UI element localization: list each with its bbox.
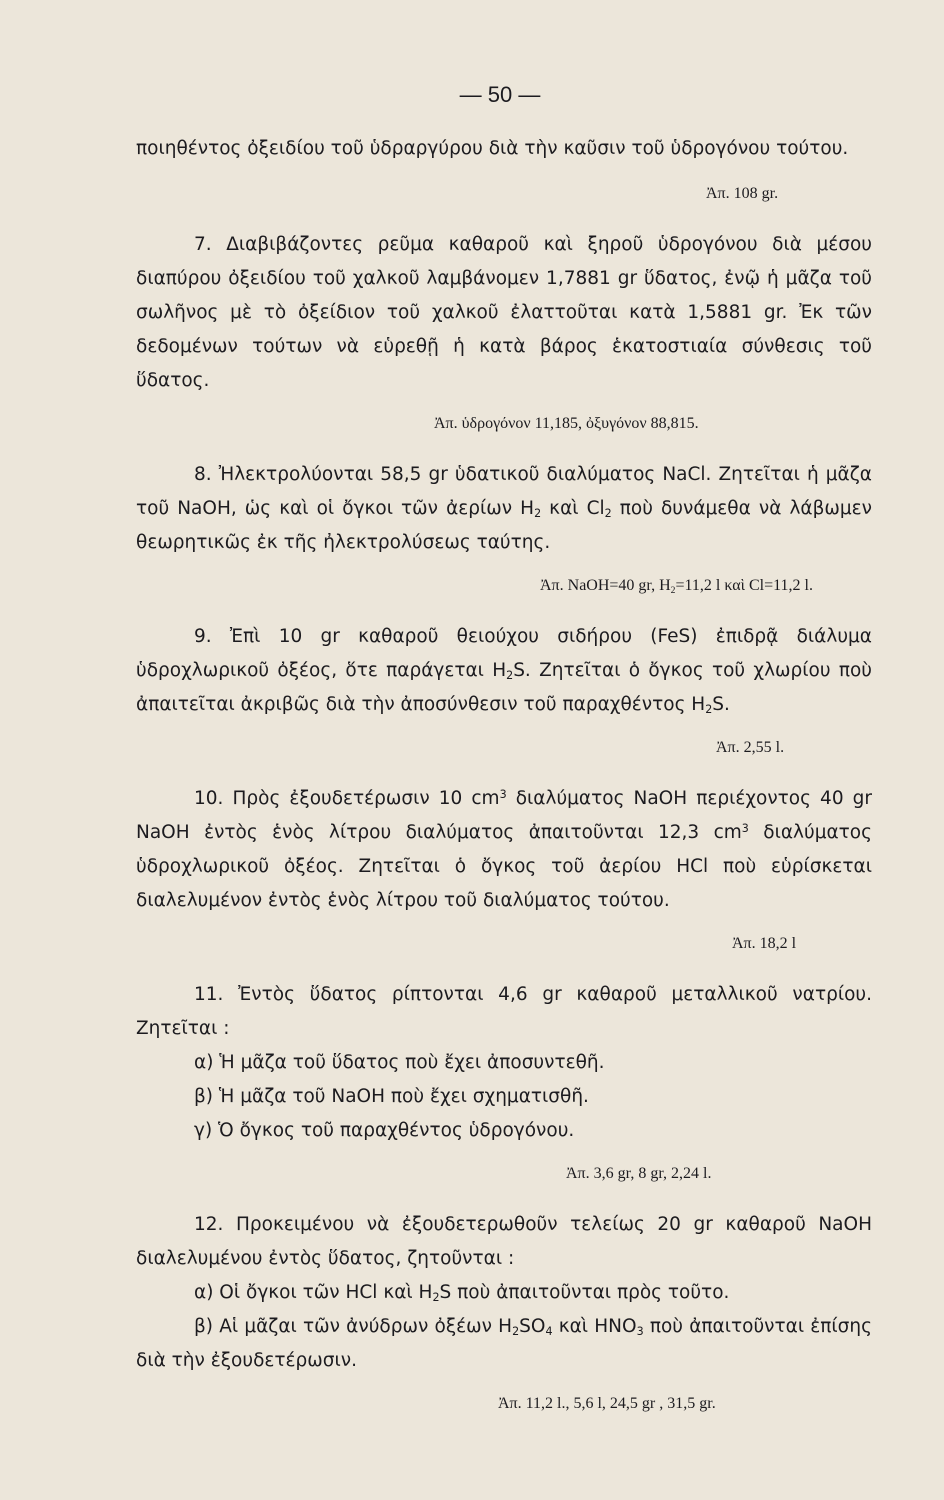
problem-11: 11. Ἐντὸς ὕδατος ρίπτονται 4,6 gr καθαροῦ μεταλλικοῦ νατρίου. Ζητεῖται : (136, 984, 872, 1039)
problem-12-item-b: β) Αἱ μᾶζαι τῶν ἀνύδρων ὀξέων $H_2SO_4$ καὶ $HNO_3$ ποὺ ἀπαιτοῦνται ἐπίσης διὰ τὴν ἐξουδετέρωσιν. (136, 1316, 872, 1371)
page-body (136, 132, 872, 1438)
problem-11-item-c: γ) Ὁ ὄγκος τοῦ παραχθέντος ὑδρογόνου. (194, 1120, 575, 1141)
answer-8: Ἀπ. NaOH=40 gr, $H_2=11,2$ l καὶ Cl=11,2 l. (540, 577, 813, 596)
answer-9: Ἀπ. 2,55 l. (716, 739, 785, 756)
continuation-text: ποιηθέντος ὀξειδίου τοῦ ὑδραργύρου διὰ τὴν καῦσιν τοῦ ὑδρογόνου τούτου. (136, 138, 849, 159)
page-number: — 50 — (459, 82, 541, 107)
problem-11-item-b: β) Ἡ μᾶζα τοῦ NaOH ποὺ ἔχει σχηματισθῆ. (194, 1086, 589, 1107)
problem-12-item-a: α) Οἱ ὄγκοι τῶν HCl καὶ $H_2S$ ποὺ ἀπαιτοῦνται πρὸς τοῦτο. (194, 1282, 730, 1304)
answer-12: Ἀπ. 11,2 l., 5,6 l, 24,5 gr , 31,5 gr. (498, 1395, 716, 1412)
problem-11-item-a: α) Ἡ μᾶζα τοῦ ὕδατος ποὺ ἔχει ἀποσυντεθῆ. (194, 1052, 605, 1073)
answer-11: Ἀπ. 3,6 gr, 8 gr, 2,24 l. (566, 1165, 712, 1182)
answer-6: Ἀπ. 108 gr. (706, 185, 779, 202)
answer-10: Ἀπ. 18,2 l (732, 935, 797, 952)
answer-7: Ἀπ. ὑδρογόνον 11,185, ὀξυγόνον 88,815. (434, 415, 699, 432)
problem-12: 12. Προκειμένου νὰ ἐξουδετερωθοῦν τελείως 20 gr καθαροῦ NaOH διαλελυμένου ἐντὸς ὕδατος, ζητοῦνται : (136, 1214, 872, 1269)
problem-9: 9. Ἐπὶ 10 gr καθαροῦ θειούχου σιδήρου (FeS) ἐπιδρᾷ διάλυμα ὑδροχλωρικοῦ ὀξέος, ὅτε παράγεται $H_2S$. Ζητεῖται ὁ ὄγκος τοῦ χλωρίου ποὺ ἀπαιτεῖται ἀκριβῶς διὰ τὴν ἀποσύνθεσιν τοῦ παραχθέντος $H_2S$. (136, 626, 872, 716)
problem-8: 8. Ἠλεκτρολύονται 58,5 gr ὑδατικοῦ διαλύματος NaCl. Ζητεῖται ἡ μᾶζα τοῦ NaOH, ὡς καὶ οἱ ὄγκοι τῶν ἀερίων $H_2$ καὶ $Cl_2$ ποὺ δυνάμεθα νὰ λάβωμεν θεωρητικῶς ἐκ τῆς ἠλεκτρολύσεως ταύτης. (136, 464, 873, 553)
problem-7: 7. Διαβιβάζοντες ρεῦμα καθαροῦ καὶ ξηροῦ ὑδρογόνου διὰ μέσου διαπύρου ὀξειδίου τοῦ χαλκοῦ λαμβάνομεν 1,7881 gr ὕδατος, ἐνῷ ἡ μᾶζα τοῦ σωλῆνος μὲ τὸ ὀξείδιον τοῦ χαλκοῦ ἐλαττοῦται κατὰ 1,5881 gr. Ἐκ τῶν δεδομένων τούτων νὰ εὑρεθῇ ἡ κατὰ βάρος ἑκατοστιαία σύνθεσις τοῦ ὕδατος. (136, 234, 872, 391)
problem-10: 10. Πρὸς ἐξουδετέρωσιν 10 $cm^3$ διαλύματος NaOH περιέχοντος 40 gr NaOH ἐντὸς ἑνὸς λίτρου διαλύματος ἀπαιτοῦνται 12,3 $cm^3$ διαλύματος ὑδροχλωρικοῦ ὀξέος. Ζητεῖται ὁ ὄγκος τοῦ ἀερίου HCl ποὺ εὑρίσκεται διαλελυμένον ἐντὸς ἑνὸς λίτρου τοῦ διαλύματος τούτου. (136, 788, 872, 911)
